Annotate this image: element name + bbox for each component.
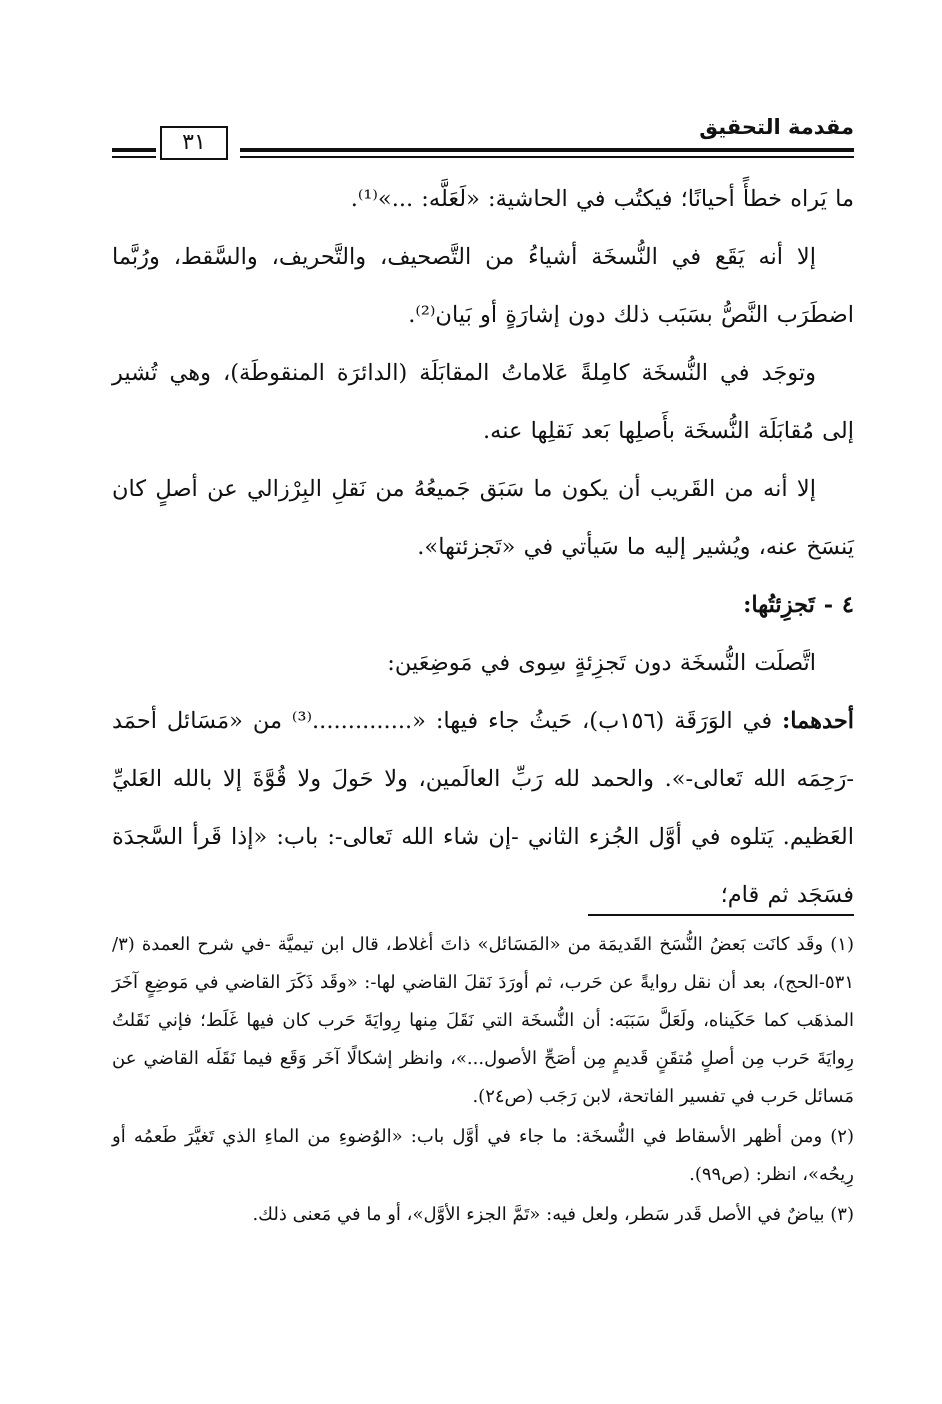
header-rule-thick [240,148,854,152]
footnote-2: (٢) ومن أظهر الأسقاط في النُّسخَة: ما جاء في أوَّل باب: «الوُضوءِ من الماءِ الذي تَغيَّرَ طَعمُه أو رِيحُه»، انظر: (ص٩٩). [112,1126,854,1185]
section-heading: ٤ - تَجزِئتُها: [743,592,854,618]
footnote-1: (١) وقَد كانَت بَعضُ النُّسَخ القَديمَة من «المَسَائل» ذاتَ أغلاط، قال ابن تيميَّة -في شرح العمدة (٣/ ٥٣١-الحج)، بعد أن نقل روايةً عن حَرب، ثم أورَدَ نَقلَ القاضي لها-: «وقَد ذَكَرَ القاضي في مَوضِعٍ آخَرَ المذهَب كما حَكَيناه، ولَعَلَّ سَبَبَه: أن النُّسخَة التي نَقَلَ مِنها رِوايَةَ حَرب كان فيها غَلَط؛ فإني نَقَلتُ رِوايَةَ حَرب مِن أصلٍ مُتقَنٍ قَديمٍ مِن أصَحِّ الأصول...»، وانظر إشكالًا آخَر وَقَع فيما نَقَلَه القاضي عن مَسائل حَرب في تفسير الفاتحة، لابن رَجَب (ص٢٤). [112,934,854,1107]
footnote-separator [588,914,854,916]
paragraph-2: إلا أنه يَقَع في النُّسخَة أشياءُ من التَّصحيف، والتَّحريف، والسَّقط، ورُبَّما اضطَرَب النَّصُّ بسَبَب ذلك دون إشارَةٍ أو بَيان⁽²⁾. [112,244,854,328]
paragraph-3: وتوجَد في النُّسخَة كامِلةً عَلاماتُ المقابَلَة (الدائرَة المنقوطَة)، وهي تُشير إلى مُقابَلَة النُّسخَة بأَصلِها بَعد نَقلِها عنه. [112,360,854,444]
paragraph-4: إلا أنه من القَريب أن يكون ما سَبَق جَميعُهُ من نَقلِ البِرْزالي عن أصلٍ كان يَنسَخ عنه، ويُشير إليه ما سَيأتي في «تَجزئتها». [112,476,854,560]
header-rule-thin [240,156,854,158]
header-rule-left-thin [112,156,156,158]
header-rule-left-thick [112,148,156,152]
paragraph-5: اتَّصلَت النُّسخَة دون تَجزِئةٍ سِوى في مَوضِعَين: [387,650,816,676]
running-title: مقدمة التحقيق [699,115,854,139]
paragraph-1: ما يَراه خطأً أحيانًا؛ فيكتُب في الحاشية: «لَعَلَّه: ...»⁽¹⁾. [350,186,854,212]
footnote-3: (٣) بياضٌ في الأصل قَدر سَطر، ولعل فيه: «تَمَّ الجزء الأوَّل»، أو ما في مَعنى ذلك. [252,1204,854,1225]
page-number: ٣١ [160,126,228,160]
paragraph-6 [112,692,854,924]
footnotes [112,926,854,1234]
main-text [112,170,854,924]
first-place-label: أحدهما: [781,708,854,734]
page-header [112,112,854,164]
paragraph-6-text: في الوَرَقَة (١٥٦ب)، حَيثُ جاء فيها: «..............⁽³⁾ من «مَسَائل أحمَد -رَحِمَه الله تَعالى-». والحمد لله رَبِّ العالَمين، ولا حَولَ ولا قُوَّةَ إلا بالله العَليِّ العَظيم. يَتلوه في أوَّل الجُزء الثاني -إن شاء الله تَعالى-: باب: «إذا قَرأ السَّجدَة فسَجَد ثم قام؛ [112,708,854,908]
